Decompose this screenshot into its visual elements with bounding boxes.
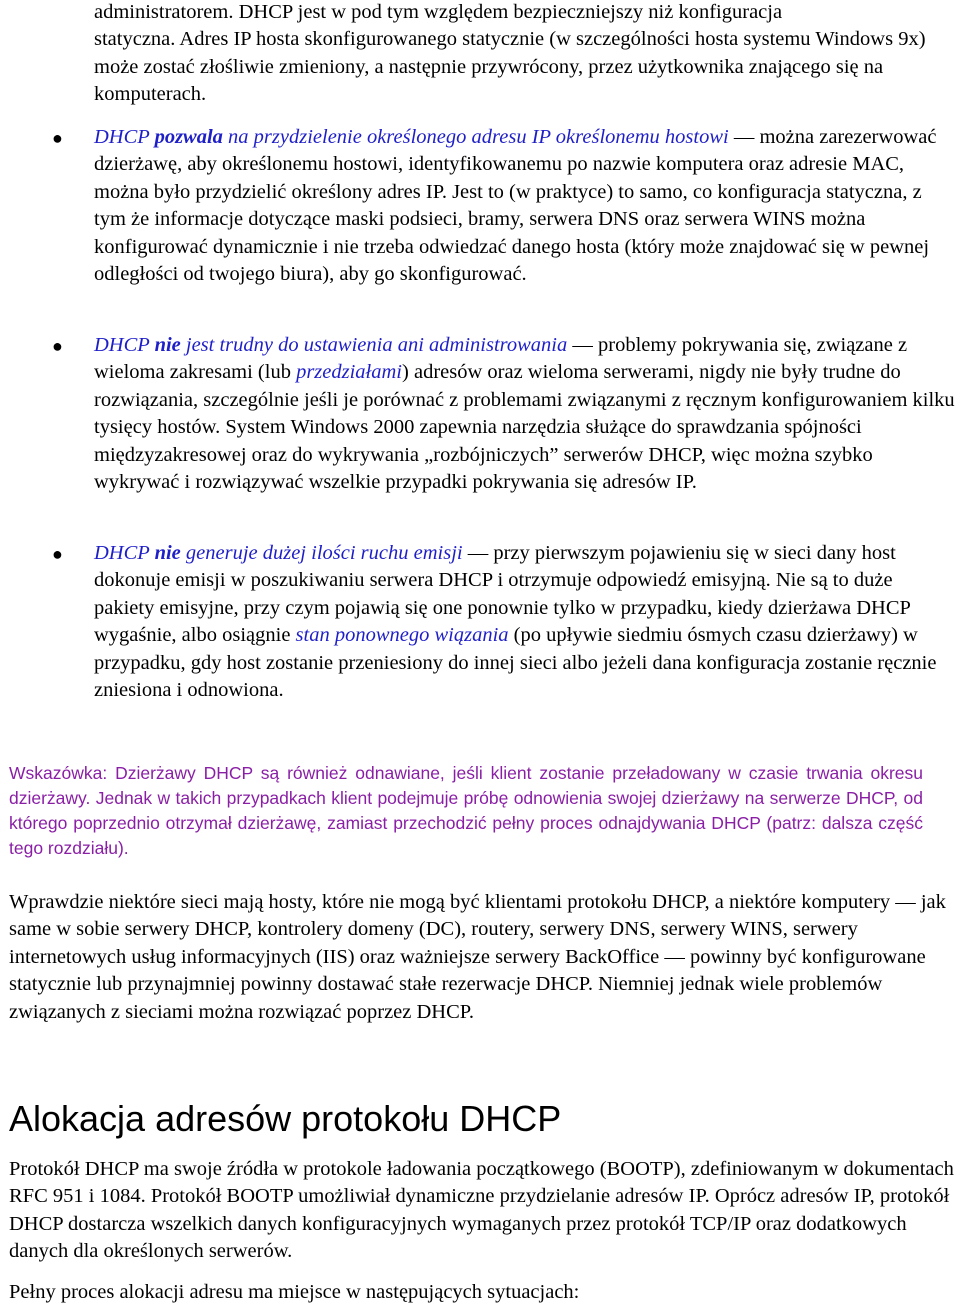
bullet-2-body-b: ) adresów oraz wieloma serwerami, nigdy nie były trudne do rozwiązania, szczególnie jeśli je porównać z problemami związanymi z ręcznym konfigurowaniem kilku tysięcy hostów. System Windows 2000 zapewnia narzędzia służące do sprawdzania spójności międzyzakresowej oraz do wykrywania „rozbójniczych” serwerów DHCP, więc można szybko wykrywać i rozwiązywać wszelkie przypadki pokrywania się adresów IP.: [94, 361, 955, 494]
bullet-2-lead-a[interactable]: DHCP: [94, 334, 155, 356]
intro-rest: statyczna. Adres IP hosta skonfigurowanego statycznie (w szczególności hosta systemu Windows 9x) może zostać złośliwie zmieniony, a następnie przywrócony, przez użytkownika znającego się na komputerach.: [94, 28, 926, 106]
bullet-dot: ●: [52, 128, 63, 148]
bullet-dot: ●: [52, 544, 63, 564]
bullet-3-link[interactable]: stan ponownego wiązania: [295, 624, 509, 647]
bullet-3-body-b: (po upływie siedmiu ósmych czasu dzierżawy) w przypadku, gdy host zostanie przeniesiony do innej sieci albo jeżeli dana konfiguracja zostanie ręcznie zniesiona i odnowiona.: [94, 624, 937, 702]
bullet-paragraph-1: [94, 124, 956, 288]
bullet-paragraph-2: [94, 332, 956, 496]
paragraph-allocation-situations: Pełny proces alokacji adresu ma miejsce w następujących sytuacjach:: [9, 1281, 580, 1303]
bullet-3-body-a: — przy pierwszym pojawieniu się w sieci dany host dokonuje emisji w poszukiwaniu serwera DHCP i otrzymuje odpowiedź emisyjną. Nie są to duże pakiety emisyjne, przy czym pojawią się one ponownie tylko w przypadku, kiedy dzierżawa DHCP wygaśnie, albo osiągnie: [94, 542, 911, 647]
bullet-1-lead-c[interactable]: na przydzielenie określonego adresu IP określonemu hostowi: [222, 126, 729, 148]
bullet-2-lead-b[interactable]: nie: [154, 334, 181, 356]
bullet-3-lead-c[interactable]: generuje dużej ilości ruchu emisji: [180, 542, 463, 564]
bullet-2-link[interactable]: przedziałami: [296, 361, 403, 384]
tip-note: Wskazówka: Dzierżawy DHCP są również odnawiane, jeśli klient zostanie przeładowany w czasie trwania okresu dzierżawy. Jednak w takich przypadkach klient podejmuje próbę odnowienia swojej dzierżawy na serwerze DHCP, od którego poprzednio otrzymał dzierżawę, zamiast przechodzić pełny proces odnajdywania DHCP (patrz: dalsza część tego rozdziału).: [9, 763, 923, 858]
intro-paragraph: [94, 0, 956, 109]
intro-line1: administratorem. DHCP jest w pod tym względem bezpieczniejszy niż konfiguracja: [94, 1, 783, 23]
bullet-dot: ●: [52, 336, 63, 356]
section-heading: Alokacja adresów protokołu DHCP: [9, 1098, 562, 1139]
bullet-3-lead-a[interactable]: DHCP: [94, 542, 155, 564]
bullet-2-lead-c[interactable]: jest trudny do ustawienia ani administrowania: [180, 334, 568, 356]
paragraph-static-hosts: Wprawdzie niektóre sieci mają hosty, które nie mogą być klientami protokołu DHCP, a niektóre komputery — jak same w sobie serwery DHCP, kontrolery domeny (DC), routery, serwery DNS, serwery WINS, serwery internetowych usług informacyjnych (IIS) oraz ważniejsze serwery BackOffice — powinny być konfigurowane statycznie lub przynajmniej powinny dostawać stałe rezerwacje DHCP. Niemniej jednak wiele problemów związanych z sieciami można rozwiązać poprzez DHCP.: [9, 891, 946, 1023]
bullet-1-body: — można zarezerwować dzierżawę, aby określonemu hostowi, identyfikowanemu po nazwie komputera oraz adresie MAC, można było przydzielić określony adres IP. Jest to (w praktyce) to samo, co konfiguracja statyczna, z tym że informacje dotyczące maski podsieci, bramy, serwera DNS oraz serwera WINS można konfigurować dynamicznie i nie trzeba odwiedzać danego hosta (który może znajdować się w pewnej odległości od twojego biura), aby go skonfigurować.: [94, 126, 937, 286]
bullet-3-lead-b[interactable]: nie: [154, 542, 181, 564]
bullet-1-lead-b[interactable]: pozwala: [154, 126, 223, 148]
paragraph-dhcp-origin: Protokół DHCP ma swoje źródła w protokole ładowania początkowego (BOOTP), zdefiniowanym w dokumentach RFC 951 i 1084. Protokół BOOTP umożliwiał dynamiczne przydzielanie adresów IP. Oprócz adresów IP, protokół DHCP dostarcza wszelkich danych konfiguracyjnych wymaganych przez protokół TCP/IP oraz dodatkowych danych dla określonych serwerów.: [9, 1158, 954, 1263]
bullet-paragraph-3: [94, 540, 956, 704]
bullet-2-body-a: — problemy pokrywania się, związane z wieloma zakresami (lub: [94, 334, 908, 384]
bullet-1-lead-a[interactable]: DHCP: [94, 126, 155, 148]
